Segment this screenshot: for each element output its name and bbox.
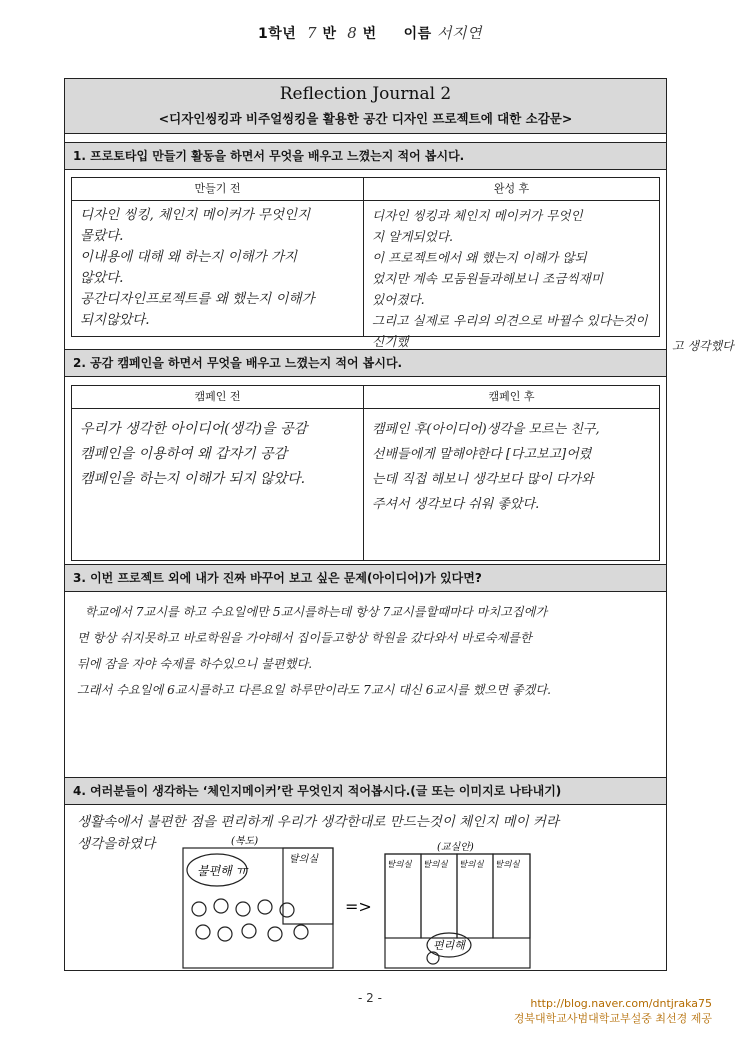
q4-answer-text: 생활속에서 불편한 점을 편리하게 우리가 생각한대로 만드는것이 체인지 메이 커라 생각을하였다 — [77, 814, 560, 852]
q2-before-text: 우리가 생각한 아이디어(생각)을 공감 캠페인을 이용하여 왜 갑자기 공감 캠페인을 하는지 이해가 되지 않았다. — [80, 421, 308, 487]
number-label: 번 — [362, 26, 377, 42]
question-4: 4. 여러분들이 생각하는 ‘체인지메이커’란 무엇인지 적어봅시다.(글 또는 이미지로 나타내기) — [65, 777, 666, 805]
question-1: 1. 프로토타입 만들기 활동을 하면서 무엇을 배우고 느꼈는지 적어 봅시다. — [65, 142, 666, 170]
q1-answer-table — [71, 177, 660, 349]
locker-label-4: 탈의실 — [495, 860, 520, 870]
credit-text: 경북대학교사범대학교부설중 최선경 제공 — [513, 1012, 712, 1025]
grade-label: 1학년 — [258, 26, 297, 42]
q1-before-text: 디자인 씽킹, 체인지 메이커가 무엇인지 몰랐다. 이내용에 대해 왜 하는지 이해가 가지 않았다. 공간디자인프로젝트를 왜 했는지 이해가 되지않았다. — [80, 207, 315, 328]
number-value: 8 — [347, 24, 358, 42]
page-title: Reflection Journal 2 — [279, 84, 452, 104]
q2-before-column — [72, 386, 364, 560]
name-label: 이름 — [403, 26, 432, 42]
name-value: 서지연 — [437, 24, 482, 42]
student-header — [0, 22, 740, 43]
footer-credit — [514, 996, 712, 1026]
q2-before-head: 캠페인 전 — [72, 386, 363, 409]
q2-after-text: 캠페인 후(아이디어)생각을 모르는 친구, 선배들에게 말해야한다 [다고보고]어렸 는데 직접 해보니 생각보다 많이 다가와 주셔서 생각보다 쉬워 좋았다. — [372, 422, 600, 512]
complaint-text: 불편해 ㅠ — [197, 864, 248, 878]
convenient-text: 편리해 — [433, 939, 465, 952]
question-2: 2. 공감 캠페인을 하면서 무엇을 배우고 느꼈는지 적어 봅시다. — [65, 349, 666, 377]
question-3: 3. 이번 프로젝트 외에 내가 진짜 바꾸어 보고 싶은 문제(아이디어)가 있다면? — [65, 564, 666, 592]
crowd-people — [192, 899, 308, 941]
q1-before-column — [72, 178, 364, 336]
locker-label-3: 탈의실 — [459, 860, 484, 870]
title-box — [65, 79, 666, 134]
q1-after-text: 디자인 씽킹과 체인지 메이커가 무엇인 지 알게되었다. 이 프로젝트에서 왜 했는지 이해가 않되 었지만 계속 모둠원들과해보니 조금씩재미 있어졌다. 그리고 실제로 우리의 의견으로 바뀔수 있다는것이 신기했 — [372, 208, 648, 349]
worksheet — [64, 78, 667, 971]
hallway-locker-label: 탈의실 — [289, 854, 318, 865]
q3-answer-text: 학교에서 7교시를 하고 수요일에만 5교시를하는데 항상 7교시를할때마다 마치고집에가 면 항상 쉬지못하고 바로학원을 가야해서 집이들고항상 학원을 갔다와서 바로숙제를한 뒤에 잠을 자야 숙제를 하수있으니 불편했다. 그래서 수요일에 6교시를하고 다른요일 하루만이라도 7교시 대신 6교시를 했으면 좋겠다. — [77, 605, 552, 697]
changemaker-sketch — [65, 834, 666, 970]
q1-after-head: 완성 후 — [364, 178, 659, 201]
classroom-label: (교실안) — [437, 842, 474, 853]
q2-answer-table — [71, 385, 660, 561]
q1-before-head: 만들기 전 — [72, 178, 363, 201]
blog-link[interactable]: http://blog.naver.com/dntjraka75 — [530, 997, 712, 1010]
q2-after-head: 캠페인 후 — [364, 386, 659, 409]
locker-label-1: 탈의실 — [387, 860, 412, 870]
class-value: 7 — [307, 24, 318, 42]
hallway-label: (복도) — [231, 836, 259, 847]
q1-after-column — [364, 178, 659, 349]
page-subtitle: <디자인씽킹과 비주얼씽킹을 활용한 공간 디자인 프로젝트에 대한 소감문> — [158, 111, 573, 126]
page-number: - 2 - — [358, 991, 382, 1005]
locker-label-2: 탈의실 — [423, 860, 448, 870]
arrow-icon: => — [345, 897, 372, 916]
q1-overflow-text: 고 생각했다 — [672, 339, 734, 353]
q2-after-column — [364, 386, 659, 560]
class-label: 반 — [322, 26, 337, 42]
